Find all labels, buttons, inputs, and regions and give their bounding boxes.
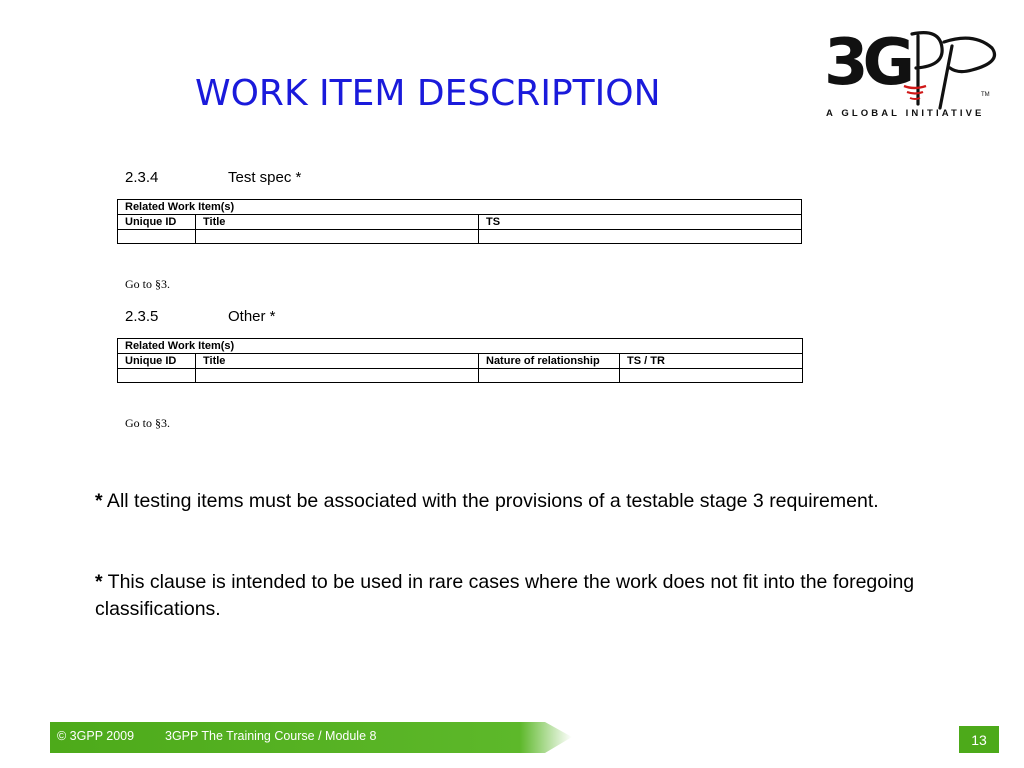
column-header-ts: TS	[479, 215, 802, 230]
goto-link: Go to §3.	[125, 416, 170, 430]
logo-tagline: A GLOBAL INITIATIVE	[826, 108, 985, 119]
table-caption: Related Work Item(s)	[118, 339, 803, 354]
section-title: Other *	[228, 308, 276, 325]
related-work-items-table-other	[117, 338, 803, 383]
section-title: Test spec *	[228, 169, 302, 186]
table-cell	[196, 369, 479, 383]
table-row	[118, 369, 803, 383]
column-header-unique-id: Unique ID	[118, 354, 196, 369]
footer-copyright: © 3GPP 2009	[57, 729, 135, 743]
section-heading-2-3-5	[125, 308, 276, 325]
note-other-clause	[95, 569, 935, 623]
column-header-ts-tr: TS / TR	[620, 354, 803, 369]
section-number: 2.3.4	[125, 169, 159, 186]
table-cell	[118, 230, 196, 244]
column-header-title: Title	[196, 215, 479, 230]
column-header-nature-of-relationship: Nature of relationship	[479, 354, 620, 369]
table-cell	[196, 230, 479, 244]
slide-title: WORK ITEM DESCRIPTION	[195, 73, 661, 114]
section-number: 2.3.5	[125, 308, 159, 325]
column-header-title: Title	[196, 354, 479, 369]
section-heading-2-3-4	[125, 169, 301, 186]
note-marker: *	[95, 490, 103, 512]
page-number: 13	[959, 726, 999, 753]
table-row	[118, 230, 802, 244]
table-caption: Related Work Item(s)	[118, 200, 802, 215]
goto-link: Go to §3.	[125, 277, 170, 291]
svg-text:3G: 3G	[824, 26, 910, 100]
note-marker: *	[95, 571, 103, 593]
table-cell	[479, 230, 802, 244]
note-testing-items	[95, 488, 935, 515]
table-cell	[479, 369, 620, 383]
footer-course: 3GPP The Training Course / Module 8	[165, 729, 377, 743]
table-cell	[620, 369, 803, 383]
note-text: This clause is intended to be used in rare cases where the work does not fit into the foregoing classifications.	[95, 571, 915, 620]
column-header-unique-id: Unique ID	[118, 215, 196, 230]
table-cell	[118, 369, 196, 383]
svg-text:TM: TM	[981, 92, 990, 98]
related-work-items-table-test-spec	[117, 199, 802, 244]
note-text: All testing items must be associated with the provisions of a testable stage 3 requirement.	[102, 490, 879, 512]
